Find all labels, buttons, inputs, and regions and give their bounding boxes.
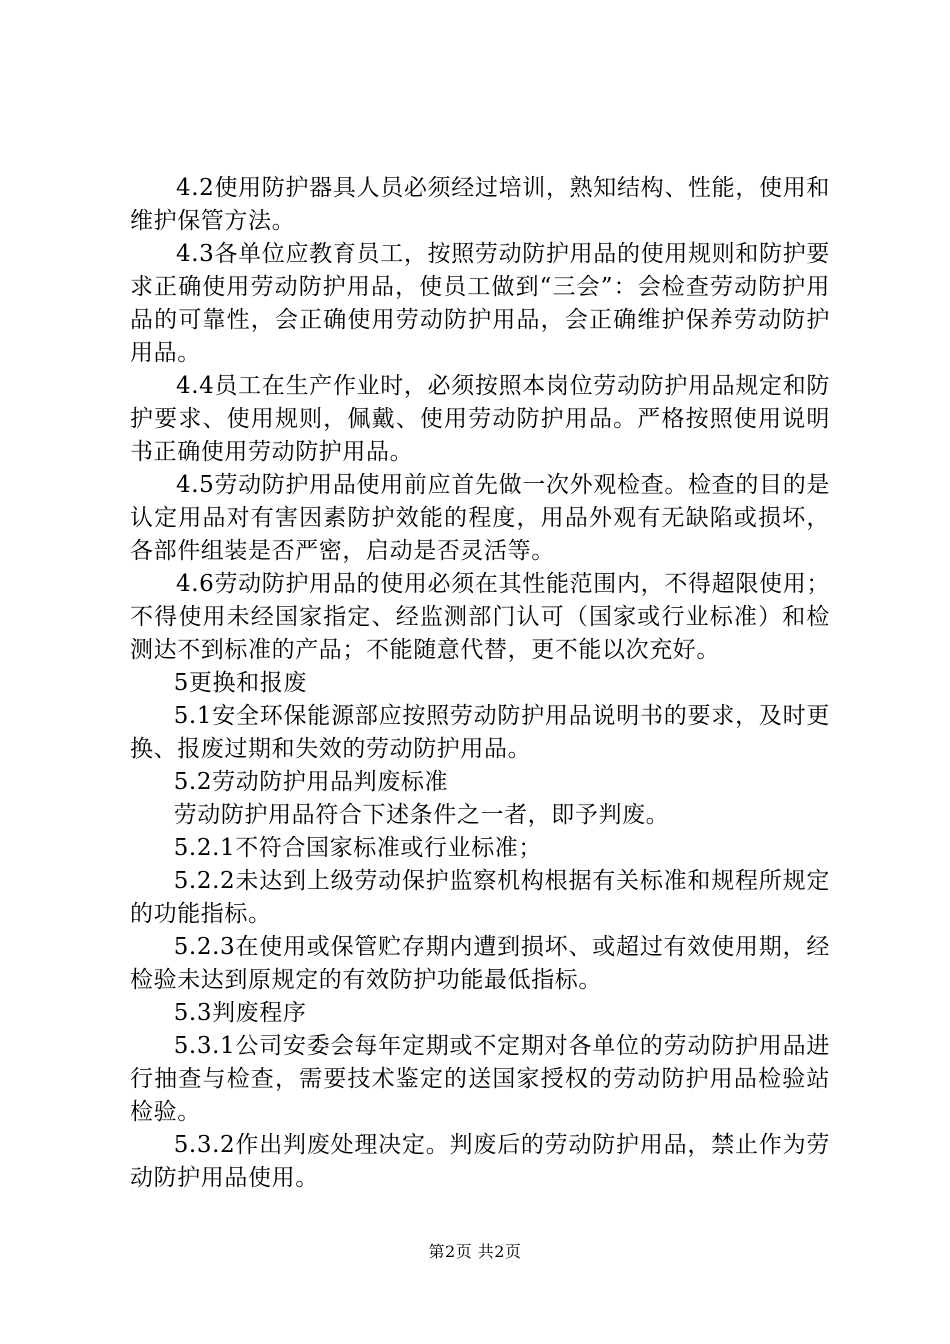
paragraph-5-1: 5.1安全环保能源部应按照劳动防护用品说明书的要求，及时更换、报废过期和失效的劳动防护用品。 [130, 703, 830, 762]
paragraph-4-6: 4.6劳动防护用品的使用必须在其性能范围内，不得超限使用；不得使用未经国家指定、经监测部门认可（国家或行业标准）和检测达不到标准的产品；不能随意代替，更不能以次充好。 [130, 571, 830, 663]
paragraph-5-3-1: 5.3.1公司安委会每年定期或不定期对各单位的劳动防护用品进行抽查与检查，需要技术鉴定的送国家授权的劳动防护用品检验站检验。 [130, 1033, 830, 1125]
paragraph-4-2: 4.2使用防护器具人员必须经过培训，熟知结构、性能，使用和维护保管方法。 [130, 175, 830, 234]
subsection-heading-5-3: 5.3判废程序 [173, 1000, 307, 1026]
paragraph-5-2-3: 5.2.3在使用或保管贮存期内遭到损坏、或超过有效使用期，经检验未达到原规定的有效防护功能最低指标。 [130, 934, 830, 993]
paragraph-4-3: 4.3各单位应教育员工，按照劳动防护用品的使用规则和防护要求正确使用劳动防护用品，使员工做到“三会”：会检查劳动防护用品的可靠性，会正确使用劳动防护用品，会正确维护保养劳动防护用品。 [130, 241, 830, 366]
document-body [130, 172, 830, 1195]
page-number-footer: 第2页 共2页 [428, 1242, 522, 1261]
subsection-heading-5-2: 5.2劳动防护用品判废标准 [173, 769, 449, 795]
section-heading-5: 5更换和报废 [173, 670, 307, 696]
paragraph-4-4: 4.4员工在生产作业时，必须按照本岗位劳动防护用品规定和防护要求、使用规则，佩戴、使用劳动防护用品。严格按照使用说明书正确使用劳动防护用品。 [130, 373, 830, 465]
paragraph-4-5: 4.5劳动防护用品使用前应首先做一次外观检查。检查的目的是认定用品对有害因素防护效能的程度，用品外观有无缺陷或损坏，各部件组装是否严密，启动是否灵活等。 [130, 472, 830, 564]
paragraph-5-2-1: 5.2.1不符合国家标准或行业标准； [173, 835, 543, 861]
paragraph-5-2-intro: 劳动防护用品符合下述条件之一者，即予判废。 [173, 802, 670, 828]
paragraph-5-2-2: 5.2.2未达到上级劳动保护监察机构根据有关标准和规程所规定的功能指标。 [130, 868, 830, 927]
paragraph-5-3-2: 5.3.2作出判废处理决定。判废后的劳动防护用品，禁止作为劳动防护用品使用。 [130, 1132, 830, 1191]
